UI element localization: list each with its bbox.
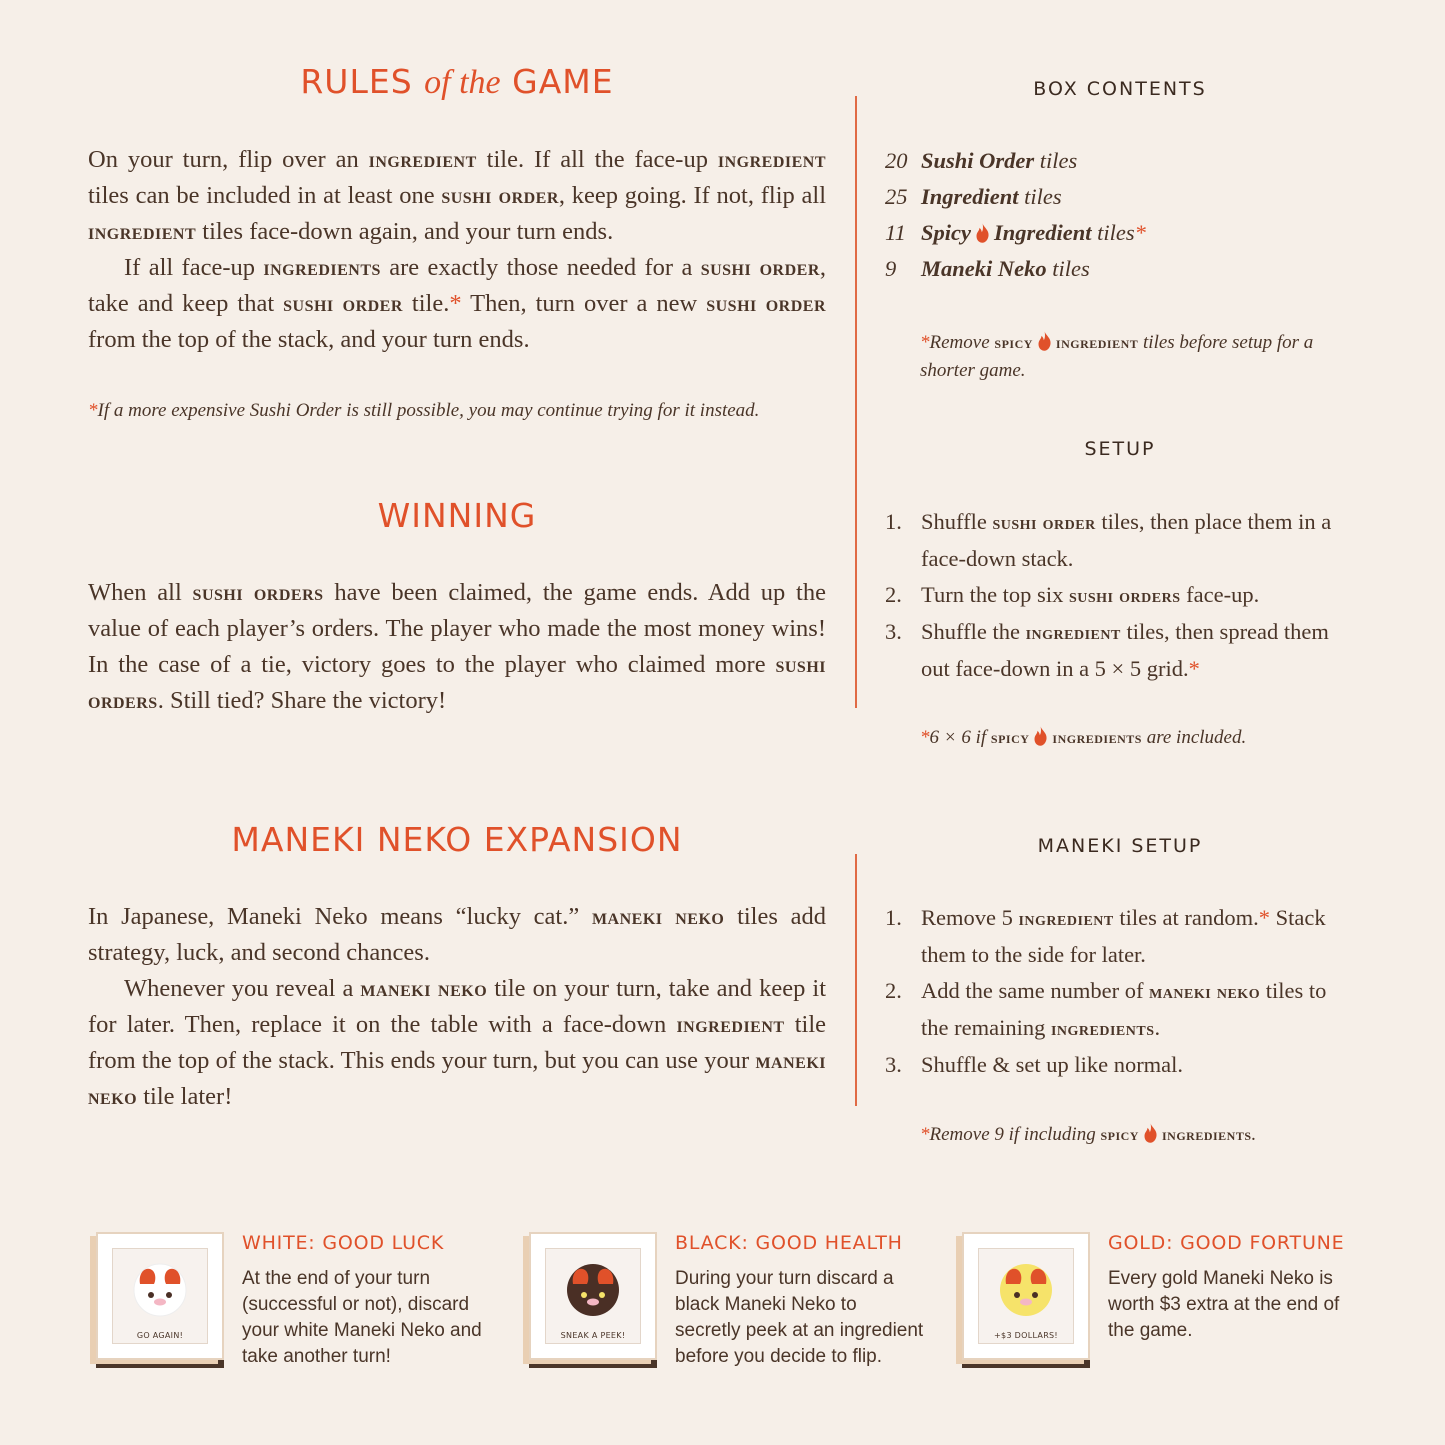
term: maneki neko <box>360 976 488 1001</box>
setup-step <box>885 1047 1350 1083</box>
setup-step <box>885 900 1350 973</box>
card-text: Every gold Maneki Neko is worth $3 extra at the end of the game. <box>1108 1268 1340 1341</box>
step-text <box>921 1047 1183 1083</box>
term: ingredient <box>88 219 197 244</box>
text-run: are included. <box>1141 727 1247 748</box>
maneki-paragraph-2 <box>88 971 826 1115</box>
text-run: tile. <box>402 290 450 317</box>
text-run: . Still tied? Share the victory! <box>157 687 447 714</box>
text-run: 6 × 6 if <box>929 727 991 748</box>
text-run: tile later! <box>137 1083 233 1110</box>
column-divider-bottom <box>855 854 857 1106</box>
text-run: Shuffle & set up like normal. <box>921 1052 1184 1077</box>
text-run: are exactly those needed for a <box>380 254 701 281</box>
rules-footnote: *If a more expensive Sushi Order is still possible, you may continue trying for it instead. <box>88 400 760 421</box>
text-run: In Japanese, Maneki Neko means “lucky cat.” <box>88 903 592 930</box>
cat-face-icon <box>529 1232 657 1360</box>
step-number: 3. <box>885 619 902 644</box>
term: sushi orders <box>88 652 826 713</box>
text-run: tiles can be included in at least one <box>88 182 442 209</box>
term: sushi order <box>441 183 559 208</box>
term: sushi order <box>700 255 820 280</box>
text-run: * <box>449 290 462 317</box>
text-run: tiles, then place them in a face-down stack. <box>921 509 1332 571</box>
maneki-paragraph-1 <box>88 899 826 971</box>
text-run: * <box>1258 905 1270 930</box>
text-run: Then, turn over a new <box>461 290 707 317</box>
text-run: tiles before setup for a shorter game. <box>920 332 1314 381</box>
text-run: * <box>920 332 930 353</box>
cat-face-icon <box>96 1232 224 1360</box>
text-run: Turn the top six <box>921 582 1069 607</box>
maneki-text <box>88 899 826 1115</box>
flame-icon <box>1037 330 1052 352</box>
text-run: tiles at random. <box>1113 905 1259 930</box>
text-run: from the top of the stack, and your turn ends. <box>88 326 530 353</box>
setup-title: SETUP <box>1084 438 1156 460</box>
box-item-name: Spicy Ingredient tiles* <box>921 220 1146 245</box>
maneki-setup-title: MANEKI SETUP <box>1037 835 1203 857</box>
term: ingredient <box>676 1012 785 1037</box>
term: sushi orders <box>1068 585 1181 607</box>
text-run: On your turn, flip over an <box>88 146 369 173</box>
box-contents-title: BOX CONTENTS <box>1033 78 1207 100</box>
text-run: , keep going. If not, flip all <box>558 182 826 209</box>
maneki-tile <box>958 1232 1094 1372</box>
term: ingredients <box>1052 727 1142 747</box>
step-number: 1. <box>885 905 902 930</box>
step-text <box>921 900 1350 973</box>
box-contents-list <box>885 143 1355 287</box>
term: ingredients <box>1161 1124 1252 1144</box>
text-run: , take and keep that <box>88 254 826 317</box>
flame-icon <box>975 222 990 244</box>
step-number: 2. <box>885 582 902 607</box>
text-run: * <box>920 727 930 748</box>
rules-text <box>88 142 826 358</box>
setup-step <box>885 614 1350 687</box>
box-item-name: Maneki Neko tiles <box>921 256 1090 281</box>
text-run: Add the same number of <box>921 978 1150 1003</box>
setup-step <box>885 577 1350 614</box>
rules-paragraph-1 <box>88 142 826 250</box>
card-text: At the end of your turn (successful or not), discard your white Maneki Neko and take another turn! <box>242 1268 482 1367</box>
text-run: tiles to the remaining <box>921 978 1327 1040</box>
term: ingredient <box>717 147 826 172</box>
term: spicy <box>990 727 1030 747</box>
text-run: Remove 9 if including <box>929 1124 1101 1145</box>
maneki-setup-note <box>920 1122 1350 1146</box>
text-run: tiles face-down again, and your turn ends. <box>196 218 614 245</box>
term: spicy <box>1100 1124 1139 1144</box>
term: sushi order <box>706 291 827 316</box>
text-run: Remove 5 <box>921 905 1019 930</box>
step-number: 3. <box>885 1052 902 1077</box>
term: sushi order <box>992 512 1096 534</box>
box-item-name: Ingredient tiles <box>921 184 1062 209</box>
step-number: 2. <box>885 978 902 1003</box>
card-title: GOLD: GOOD FORTUNE <box>1108 1232 1345 1254</box>
card-title: WHITE: GOOD LUCK <box>242 1232 445 1254</box>
text-run: Whenever you reveal a <box>124 975 361 1002</box>
column-divider-top <box>855 96 857 708</box>
text-run: When all <box>88 579 193 606</box>
term: spicy <box>994 332 1033 352</box>
text-run: * <box>920 1124 930 1145</box>
text-run: tile. If all the face-up <box>476 146 718 173</box>
winning-paragraph <box>88 575 826 719</box>
step-text <box>921 973 1350 1047</box>
cat-face-icon <box>962 1232 1090 1360</box>
setup-note <box>920 725 1350 749</box>
text-run: . <box>1154 1015 1161 1040</box>
flame-icon <box>1143 1122 1158 1144</box>
text-run: face-up. <box>1180 582 1260 607</box>
text-run: * <box>1188 656 1200 681</box>
flame-icon <box>1033 725 1048 747</box>
maneki-setup-steps <box>885 900 1350 1083</box>
setup-step <box>885 973 1350 1047</box>
box-item-count: 25 <box>885 184 908 209</box>
tile-label: GO AGAIN! <box>136 1331 184 1340</box>
term: ingredient <box>1055 332 1139 352</box>
setup-steps <box>885 504 1350 687</box>
text-run: Stack them to the side for later. <box>921 905 1326 967</box>
step-text <box>921 614 1350 687</box>
rules-title: RULES of the GAME <box>300 62 614 101</box>
winning-text <box>88 575 826 719</box>
box-item <box>885 179 1355 215</box>
tile-label: +$3 DOLLARS! <box>994 1331 1058 1340</box>
box-item-count: 11 <box>885 220 906 245</box>
setup-step <box>885 504 1350 577</box>
term: ingredients <box>263 255 381 280</box>
term: maneki neko <box>591 904 725 929</box>
box-item-count: 9 <box>885 256 897 281</box>
box-item-count: 20 <box>885 148 908 173</box>
term: maneki neko <box>88 1048 826 1109</box>
term: ingredient <box>1025 622 1121 644</box>
term: ingredient <box>368 147 477 172</box>
text-run: tiles add strategy, luck, and second chances. <box>88 903 826 966</box>
text-run: tiles, then spread them out face-down in a 5 × 5 grid. <box>921 619 1329 681</box>
box-item <box>885 143 1355 179</box>
box-item-name: Sushi Order tiles <box>921 148 1078 173</box>
rules-paragraph-2 <box>88 250 826 358</box>
step-number: 1. <box>885 509 902 534</box>
term: sushi order <box>283 291 403 316</box>
term: ingredient <box>1018 908 1114 930</box>
text-run: have been claimed, the game ends. Add up the value of each player’s orders. The player who made the most money wins! In the case of a tie, victory goes to the player who claimed more <box>88 579 826 678</box>
text-run: If all face-up <box>124 254 264 281</box>
maneki-tile <box>525 1232 661 1372</box>
winning-title: WINNING <box>377 496 537 535</box>
card-title: BLACK: GOOD HEALTH <box>675 1232 903 1254</box>
step-text <box>921 504 1350 577</box>
text-run: Shuffle <box>921 509 993 534</box>
term: sushi orders <box>192 580 324 605</box>
term: ingredients <box>1050 1018 1155 1040</box>
maneki-tile <box>92 1232 228 1372</box>
maneki-title: MANEKI NEKO EXPANSION <box>231 820 683 859</box>
text-run: Remove <box>929 332 995 353</box>
text-run: tile from the top of the stack. This ends your turn, but you can use your <box>88 1011 826 1074</box>
text-run: . <box>1251 1124 1257 1145</box>
text-run: tile on your turn, take and keep it for later. Then, replace it on the table with a face-down <box>88 975 826 1038</box>
term: maneki neko <box>1149 981 1261 1003</box>
box-item <box>885 215 1355 251</box>
box-item <box>885 251 1355 287</box>
step-text <box>921 577 1259 614</box>
card-text: During your turn discard a black Maneki Neko to secretly peek at an ingredient before you decide to flip. <box>675 1268 924 1367</box>
tile-label: SNEAK A PEEK! <box>560 1331 626 1340</box>
box-contents-note <box>920 328 1350 385</box>
text-run: Shuffle the <box>921 619 1026 644</box>
